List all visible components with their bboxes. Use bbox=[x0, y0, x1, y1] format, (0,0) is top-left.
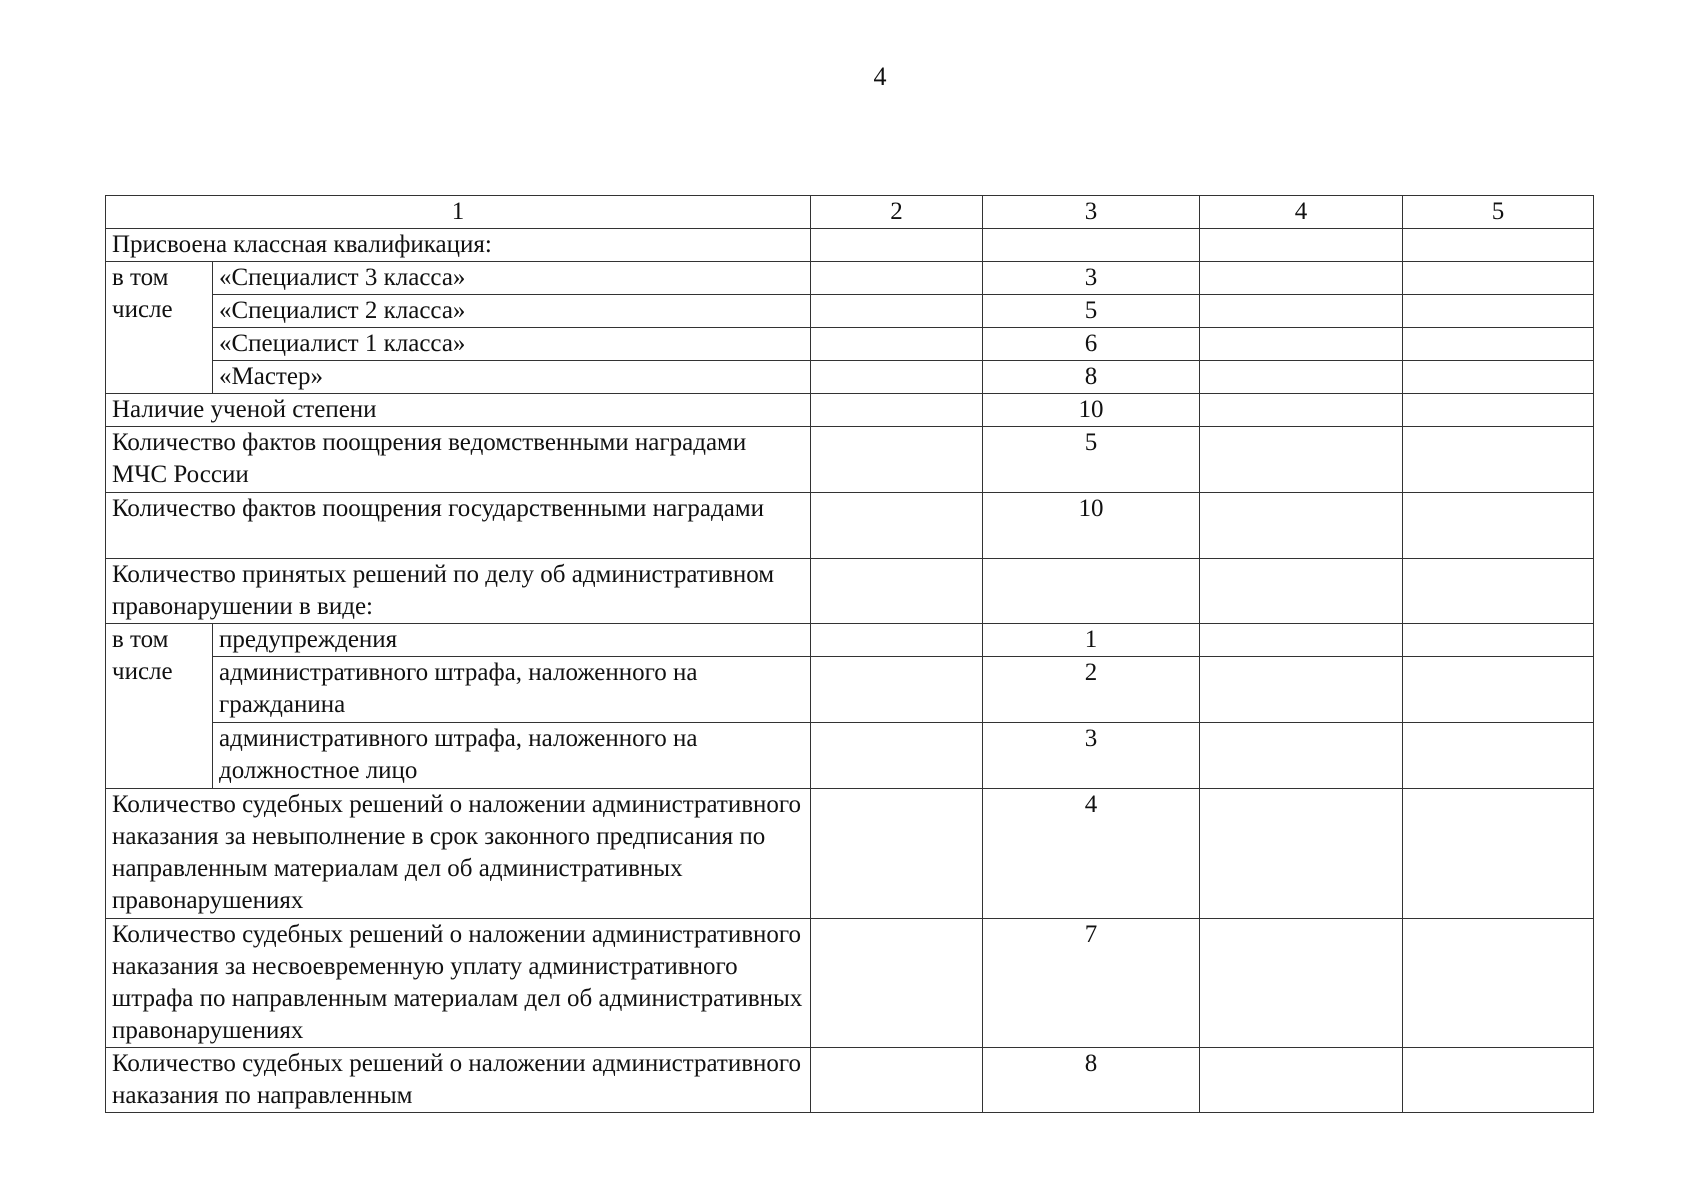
cell bbox=[811, 361, 983, 394]
header-col-2: 2 bbox=[811, 196, 983, 229]
header-col-4: 4 bbox=[1200, 196, 1403, 229]
cell bbox=[1403, 624, 1594, 657]
header-col-5: 5 bbox=[1403, 196, 1594, 229]
row-label: Количество фактов поощрения государственными наградами bbox=[106, 493, 811, 559]
row-value: 1 bbox=[983, 624, 1200, 657]
cell bbox=[1200, 361, 1403, 394]
table-row bbox=[106, 427, 1594, 493]
cell bbox=[1403, 493, 1594, 559]
cell bbox=[1200, 789, 1403, 919]
cell bbox=[1200, 328, 1403, 361]
cell bbox=[1403, 789, 1594, 919]
row-label: Количество фактов поощрения ведомственными наградами МЧС России bbox=[106, 427, 811, 493]
cell bbox=[1403, 559, 1594, 624]
cell bbox=[1403, 723, 1594, 789]
cell bbox=[1200, 229, 1403, 262]
row-value: 10 bbox=[983, 493, 1200, 559]
table-row bbox=[106, 328, 1594, 361]
page-number: 4 bbox=[873, 62, 887, 91]
row-label: «Специалист 2 класса» bbox=[213, 295, 811, 328]
cell bbox=[811, 624, 983, 657]
table-row bbox=[106, 361, 1594, 394]
cell bbox=[811, 295, 983, 328]
row-value: 2 bbox=[983, 657, 1200, 723]
cell bbox=[1403, 229, 1594, 262]
cell bbox=[1403, 295, 1594, 328]
cell bbox=[1403, 427, 1594, 493]
row-value: 7 bbox=[983, 919, 1200, 1048]
cell bbox=[1200, 723, 1403, 789]
row-value: 5 bbox=[983, 427, 1200, 493]
cell bbox=[811, 328, 983, 361]
cell bbox=[1200, 624, 1403, 657]
table-row bbox=[106, 295, 1594, 328]
row-label: административного штрафа, наложенного на гражданина bbox=[213, 657, 811, 723]
cell bbox=[1403, 919, 1594, 1048]
header-col-3: 3 bbox=[983, 196, 1200, 229]
cell bbox=[811, 789, 983, 919]
table-row bbox=[106, 394, 1594, 427]
cell bbox=[1403, 657, 1594, 723]
cell bbox=[1403, 361, 1594, 394]
table-row bbox=[106, 624, 1594, 657]
data-table bbox=[105, 195, 1594, 1113]
cell bbox=[983, 559, 1200, 624]
cell bbox=[811, 229, 983, 262]
table-row bbox=[106, 229, 1594, 262]
cell bbox=[811, 1048, 983, 1113]
cell bbox=[811, 394, 983, 427]
row-value: 4 bbox=[983, 789, 1200, 919]
cell bbox=[1403, 328, 1594, 361]
cell bbox=[1200, 493, 1403, 559]
table-row bbox=[106, 1048, 1594, 1113]
row-label: Наличие ученой степени bbox=[106, 394, 811, 427]
table-row bbox=[106, 723, 1594, 789]
row-value: 6 bbox=[983, 328, 1200, 361]
row-value: 3 bbox=[983, 723, 1200, 789]
cell bbox=[1403, 1048, 1594, 1113]
row-label: предупреждения bbox=[213, 624, 811, 657]
row-label: Количество судебных решений о наложении административного наказания за невыполнение в срок законного предписания по направленным материалам дел об административных правонарушениях bbox=[106, 789, 811, 919]
cell bbox=[1200, 919, 1403, 1048]
cell bbox=[811, 559, 983, 624]
cell bbox=[811, 723, 983, 789]
in-that-label: в том числе bbox=[106, 262, 213, 394]
header-col-1: 1 bbox=[106, 196, 811, 229]
cell bbox=[1200, 1048, 1403, 1113]
cell bbox=[1200, 657, 1403, 723]
cell bbox=[1200, 262, 1403, 295]
row-label: «Мастер» bbox=[213, 361, 811, 394]
row-label: Количество судебных решений о наложении административного наказания по направленным bbox=[106, 1048, 811, 1113]
table-row bbox=[106, 262, 1594, 295]
in-that-label: в том числе bbox=[106, 624, 213, 789]
cell bbox=[811, 493, 983, 559]
table-row bbox=[106, 919, 1594, 1048]
row-value: 10 bbox=[983, 394, 1200, 427]
row-value: 8 bbox=[983, 361, 1200, 394]
table-row bbox=[106, 559, 1594, 624]
table-row bbox=[106, 657, 1594, 723]
row-label: «Специалист 3 класса» bbox=[213, 262, 811, 295]
cell bbox=[983, 229, 1200, 262]
cell bbox=[1200, 394, 1403, 427]
row-value: 3 bbox=[983, 262, 1200, 295]
cell bbox=[811, 427, 983, 493]
cell bbox=[1200, 559, 1403, 624]
table-row bbox=[106, 789, 1594, 919]
row-label: административного штрафа, наложенного на должностное лицо bbox=[213, 723, 811, 789]
row-label: Количество судебных решений о наложении административного наказания за несвоевременную уплату административного штрафа по направленным материалам дел об административных правонарушениях bbox=[106, 919, 811, 1048]
header-row bbox=[106, 196, 1594, 229]
row-value: 8 bbox=[983, 1048, 1200, 1113]
cell bbox=[1403, 262, 1594, 295]
admin-decisions-title: Количество принятых решений по делу об административном правонарушении в виде: bbox=[106, 559, 811, 624]
cell bbox=[1200, 295, 1403, 328]
row-value: 5 bbox=[983, 295, 1200, 328]
cell bbox=[811, 657, 983, 723]
cell bbox=[811, 262, 983, 295]
cell bbox=[1200, 427, 1403, 493]
row-label: «Специалист 1 класса» bbox=[213, 328, 811, 361]
class-qualification-title: Присвоена классная квалификация: bbox=[106, 229, 811, 262]
table-row bbox=[106, 493, 1594, 559]
cell bbox=[1403, 394, 1594, 427]
cell bbox=[811, 919, 983, 1048]
